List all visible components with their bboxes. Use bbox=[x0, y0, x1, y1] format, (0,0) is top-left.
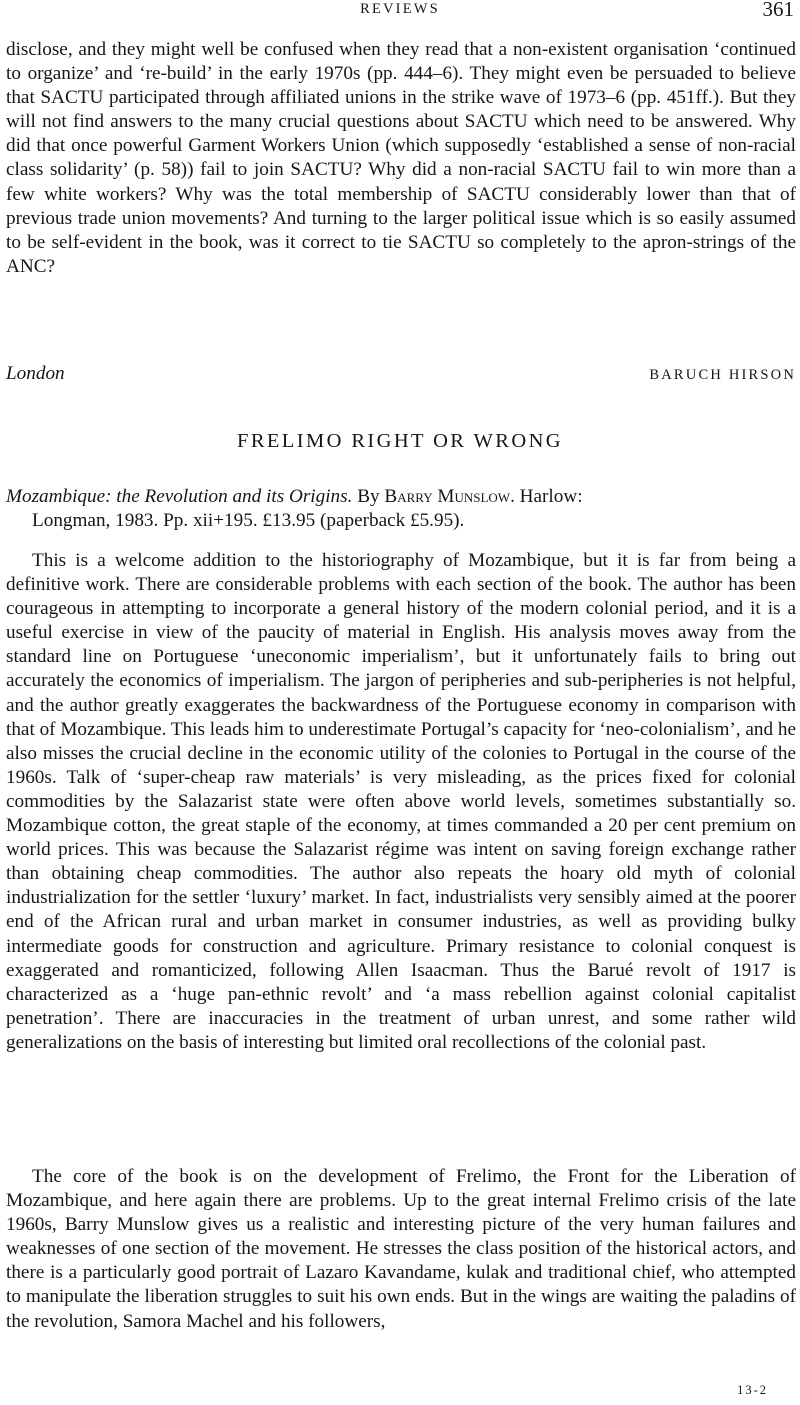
previous-review-closing-paragraph bbox=[6, 38, 796, 279]
reviewer-location: London bbox=[6, 363, 65, 384]
citation-by: By bbox=[357, 486, 380, 507]
reviewer-name: BARUCH HIRSON bbox=[649, 367, 796, 383]
paragraph: The core of the book is on the development of Frelimo, the Front for the Liberation of Mozambique, and here again there are problems. Up to the great internal Frelimo crisis of the late 1960s, Barry Munslow gives us a realistic and interesting picture of the very human failures and weaknesses of one section of the movement. He stresses the class position of the historical actors, and there is a particularly good portrait of Lazaro Kavandame, kulak and traditional chief, who attempted to manipulate the liberation struggles to suit his own ends. But in the wings are waiting the paladins of the revolution, Samora Machel and his followers, bbox=[6, 1166, 796, 1332]
book-title: Mozambique: the Revolution and its Origins. bbox=[6, 486, 353, 507]
running-head bbox=[0, 0, 800, 26]
section-title: REVIEWS bbox=[360, 1, 440, 17]
publication-details: Longman, 1983. Pp. xii+195. £13.95 (paperback £5.95). bbox=[32, 510, 465, 532]
page-number: 361 bbox=[762, 0, 794, 21]
review-body-paragraph-2 bbox=[6, 1165, 796, 1334]
book-author: Barry Munslow. bbox=[384, 486, 515, 507]
review-signoff bbox=[6, 363, 796, 387]
review-body-paragraph-1 bbox=[6, 549, 796, 1055]
paragraph: disclose, and they might well be confused when they read that a non-existent organisation ‘continued to organize’ and ‘re-build’ in the early 1970s (pp. 444–6). They might even be persuaded to believe that SACTU participated through affiliated unions in the strike wave of 1973–6 (pp. 451ff.). But they will not find answers to the many crucial questions about SACTU which need to be answered. Why did that once powerful Garment Workers Union (which supposedly ‘established a sense of non-racial class solidarity’ (p. 58)) fail to join SACTU? Why did a non-racial SACTU fail to win more than a few white workers? Why was the total membership of SACTU considerably lower than that of previous trade union movements? And turning to the larger political issue which is so easily assumed to be self-evident in the book, was it correct to tie SACTU so completely to the apron-strings of the ANC? bbox=[6, 39, 796, 277]
paragraph: This is a welcome addition to the historiography of Mozambique, but it is far from being a definitive work. There are considerable problems with each section of the book. The author has been courageous in attempting to incorporate a general history of the modern colonial period, and it is a useful exercise in view of the paucity of material in English. His analysis moves away from the standard line on Portuguese ‘uneconomic imperialism’, but it unfortunately fails to bring out accurately the economics of imperialism. The jargon of peripheries and sub-peripheries is not helpful, and the author greatly exaggerates the backwardness of the Portuguese economy in comparison with that of Mozambique. This leads him to underestimate Portugal’s capacity for ‘neo-colonialism’, and he also misses the crucial decline in the economic utility of the colonies to Portugal in the course of the 1960s. Talk of ‘super-cheap raw materials’ is very misleading, as the prices fixed for colonial commodities by the Salazarist state were often above world levels, sometimes substantially so. Mozambique cotton, the great staple of the economy, at times commanded a 20 per cent premium on world prices. This was because the Salazarist régime was intent on saving foreign exchange rather than obtaining cheap commodities. The author also repeats the hoary old myth of colonial industrialization for the settler ‘luxury’ market. In fact, industrialists very sensibly aimed at the poorer end of the African rural and urban market in consumer industries, as well as providing bulky intermediate goods for construction and agriculture. Primary resistance to colonial conquest is exaggerated and romanticized, following Allen Isaacman. Thus the Barué revolt of 1917 is characterized as a ‘huge pan-ethnic revolt’ and ‘a mass rebellion against colonial capitalist penetration’. There are inaccuracies in the treatment of urban unrest, and some rather wild generalizations on the basis of interesting but limited oral recollections of the colonial past. bbox=[6, 550, 796, 1053]
citation-line-1 bbox=[6, 485, 796, 509]
publication-place: Harlow: bbox=[519, 486, 583, 507]
book-citation bbox=[6, 485, 796, 533]
signature-mark: 13-2 bbox=[737, 1383, 768, 1397]
review-title: FRELIMO RIGHT OR WRONG bbox=[237, 430, 563, 452]
